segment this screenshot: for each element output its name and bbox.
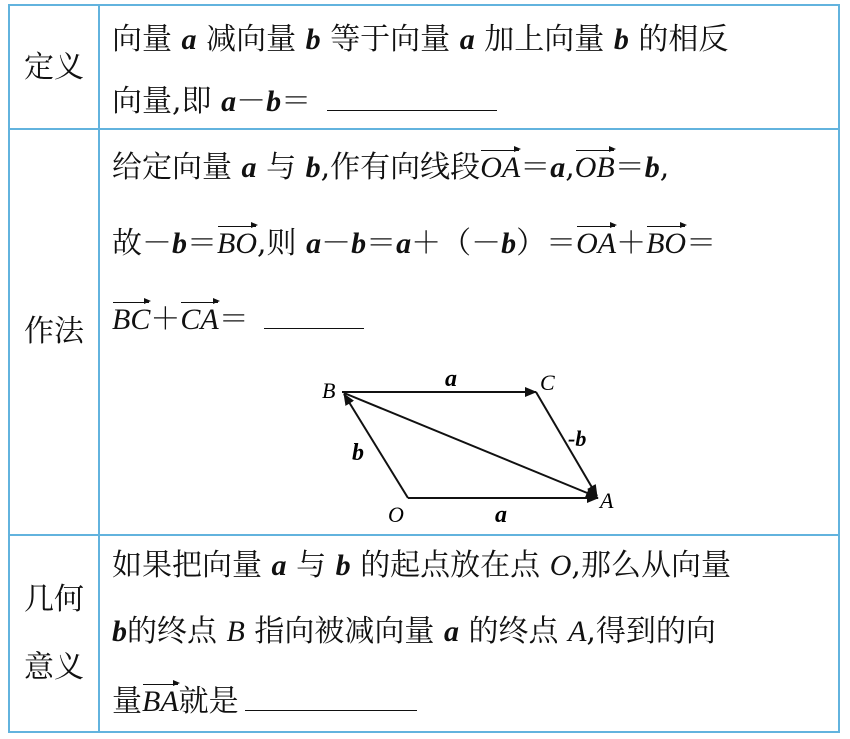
minus-sign: － [236,84,267,119]
comma: , [659,150,670,185]
equals-sign: ＝ [614,150,645,185]
vector-a: a [241,151,257,184]
label-top-a: a [445,366,457,392]
text: ）＝ [516,226,577,261]
answer-blank[interactable] [264,300,364,329]
point-O: O [549,549,572,582]
vector-b: b [644,151,660,184]
label-left-b: b [352,440,364,466]
equals-sign: ＝ [281,84,312,119]
answer-blank[interactable] [245,682,417,711]
label-bottom-a: a [495,502,507,528]
point-B: B [226,615,245,648]
meaning-label-1: 几何 [24,582,84,617]
point-A: A [568,615,587,648]
text: 等于向量 [330,22,451,57]
text: 的起点放在点 [360,548,541,583]
text: 就是 [178,684,239,719]
equals-sign: ＝ [686,226,717,261]
answer-blank[interactable] [327,82,497,111]
plus-sign: ＋ [616,226,647,261]
text: ,那么从向量 [571,548,731,583]
equals-sign: ＝ [366,226,397,261]
text: 如果把向量 [112,548,262,583]
vector-BO: BO [217,224,257,264]
text: 的相反 [638,22,729,57]
text: 量 [112,684,142,719]
vector-b: b [351,227,367,260]
point-A-label: A [600,488,614,513]
vector-BA: BA [142,682,179,722]
equals-sign: ＝ [520,150,551,185]
vector-b: b [335,549,351,582]
point-B-label: B [322,378,336,403]
vector-OB: OB [575,148,615,188]
text: 向量,即 [112,84,212,119]
vector-a: a [459,23,475,56]
edge-BA [344,393,597,497]
vector-a: a [271,549,287,582]
vector-b: b [172,227,187,260]
vector-b: b [501,227,517,260]
row-divider [8,534,840,536]
equals-sign: ＝ [187,226,217,261]
vector-OA: OA [480,148,520,188]
vector-BC: BC [112,300,150,340]
vector-a: a [550,151,566,184]
text: 减向量 [206,22,297,57]
vector-BO: BO [646,224,686,264]
text: ,则 [257,226,297,261]
vector-a: a [396,227,412,260]
point-C-label: C [540,370,555,395]
minus-sign: － [142,226,172,261]
text: 与 [296,548,327,583]
column-divider [98,4,100,733]
plus-sign: ＋ [150,302,181,337]
vector-b: b [112,615,127,648]
vector-b: b [305,151,321,184]
text: 的终点 [127,614,217,649]
edge-CA [536,392,597,496]
text: 给定向量 [112,150,232,185]
text: 的终点 [468,614,559,649]
vector-OA: OA [576,224,616,264]
vector-a: a [181,23,197,56]
text: 故 [112,226,142,261]
vector-CA: CA [180,300,218,340]
vector-a: a [221,85,237,118]
vector-diagram [300,360,630,530]
text: ,得到的向 [586,614,716,649]
text: ,作有向线段 [320,150,481,185]
row-divider [8,128,840,130]
equals-sign: ＝ [218,302,249,337]
vector-a: a [306,227,322,260]
label-right-neg-b: -b [568,426,587,451]
definition-label: 定义 [24,50,84,85]
plus-sign: ＋（－ [411,226,502,261]
text: 加上向量 [484,22,605,57]
text: 指向被减向量 [254,614,435,649]
vector-a: a [443,615,459,648]
vector-b: b [613,23,629,56]
vector-b: b [266,85,282,118]
text: 向量 [112,22,172,57]
text: 与 [266,150,297,185]
construction-label: 作法 [24,314,84,349]
minus-sign: － [321,226,352,261]
meaning-label-2: 意义 [24,650,84,685]
vector-b: b [305,23,321,56]
comma: , [565,150,575,185]
point-O-label: O [388,502,404,527]
